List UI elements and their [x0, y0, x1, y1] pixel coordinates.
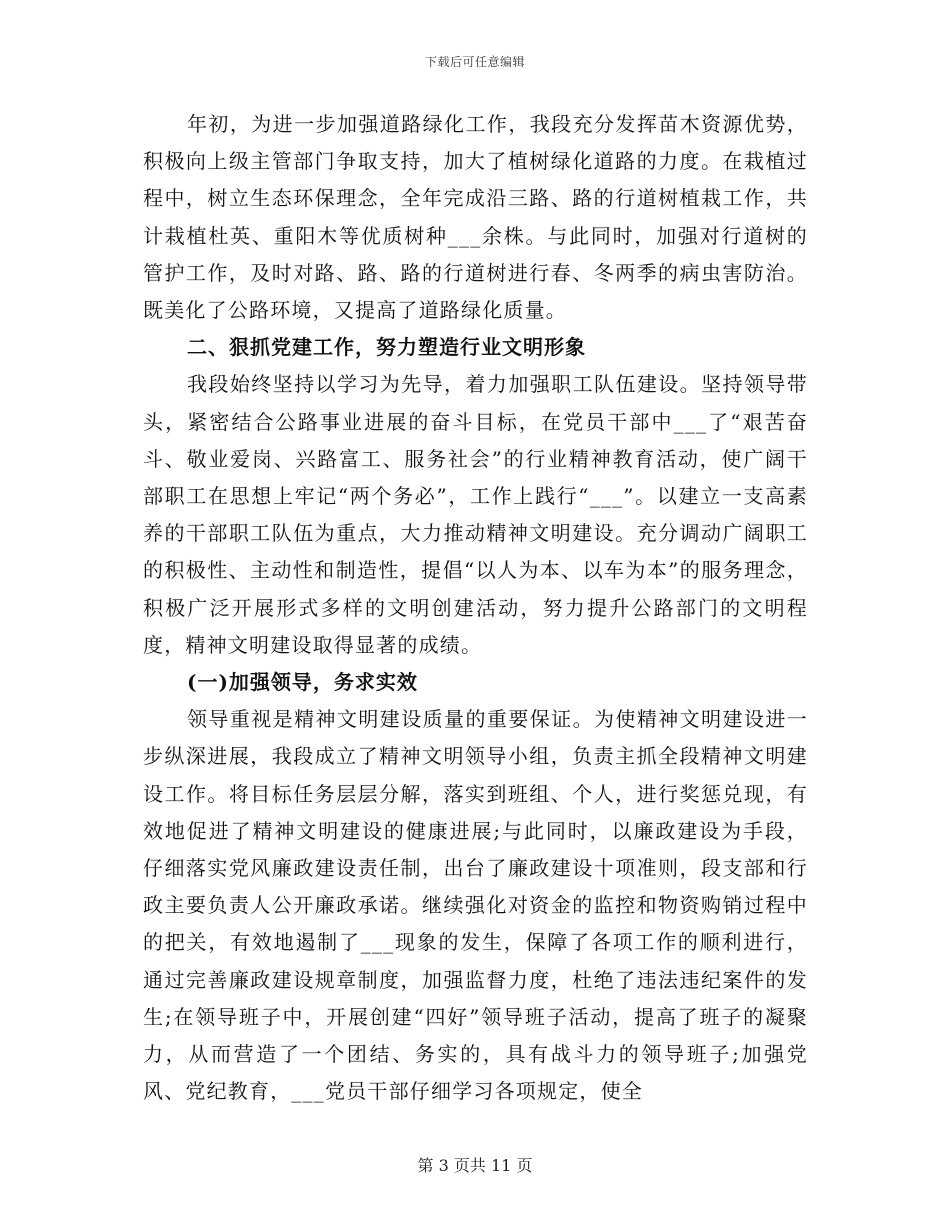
- section-heading-party-building: 二、狠抓党建工作，努力塑造行业文明形象: [187, 335, 586, 360]
- paragraph-workforce: 我段始终坚持以学习为先导，着力加强职工队伍建设。坚持领导带头，紧密结合公路事业进展的奋斗目标，在党员干部中___了“艰苦奋斗、敬业爱岗、兴路富工、服务社会”的行业精神教育活动，使广阔干部职工在思想上牢记“两个务必”，工作上践行“___”。以建立一支高素养的干部职工队伍为重点，大力推动精神文明建设。充分调动广阔职工的积极性、主动性和制造性，提倡“以人为本、以车为本”的服务理念，积极广泛开展形式多样的文明创建活动，努力提升公路部门的文明程度，精神文明建设取得显著的成绩。: [143, 372, 808, 657]
- page-header-note: 下载后可任意编辑: [424, 55, 525, 69]
- subsection-heading-leadership: (一)加强领导，务求实效: [187, 670, 418, 695]
- document-body: [143, 106, 808, 1110]
- paragraph-leadership: 领导重视是精神文明建设质量的重要保证。为使精神文明建设进一步纵深进展，我段成立了精神文明领导小组，负责主抓全段精神文明建设工作。将目标任务层层分解，落实到班组、个人，进行奖惩兑现，有效地促进了精神文明建设的健康进展;与此同时，以廉政建设为手段，仔细落实党风廉政建设责任制，出台了廉政建设十项准则，段支部和行政主要负责人公开廉政承诺。继续强化对资金的监控和物资购销过程中的把关，有效地遏制了___现象的发生，保障了各项工作的顺利进行，通过完善廉政建设规章制度，加强监督力度，杜绝了违法违纪案件的发生;在领导班子中，开展创建“四好”领导班子活动，提高了班子的凝聚力，从而营造了一个团结、务实的，具有战斗力的领导班子;加强党风、党纪教育，___党员干部仔细学习各项规定，使全: [143, 707, 808, 1104]
- paragraph-greening: 年初，为进一步加强道路绿化工作，我段充分发挥苗木资源优势，积极向上级主管部门争取支持，加大了植树绿化道路的力度。在栽植过程中，树立生态环保理念，全年完成沿三路、路的行道树植栽工作，共计栽植杜英、重阳木等优质树种___余株。与此同时，加强对行道树的管护工作，及时对路、路、路的行道树进行春、冬两季的病虫害防治。既美化了公路环境，又提高了道路绿化质量。: [143, 112, 808, 323]
- page-number: 第 3 页共 11 页: [417, 1156, 533, 1175]
